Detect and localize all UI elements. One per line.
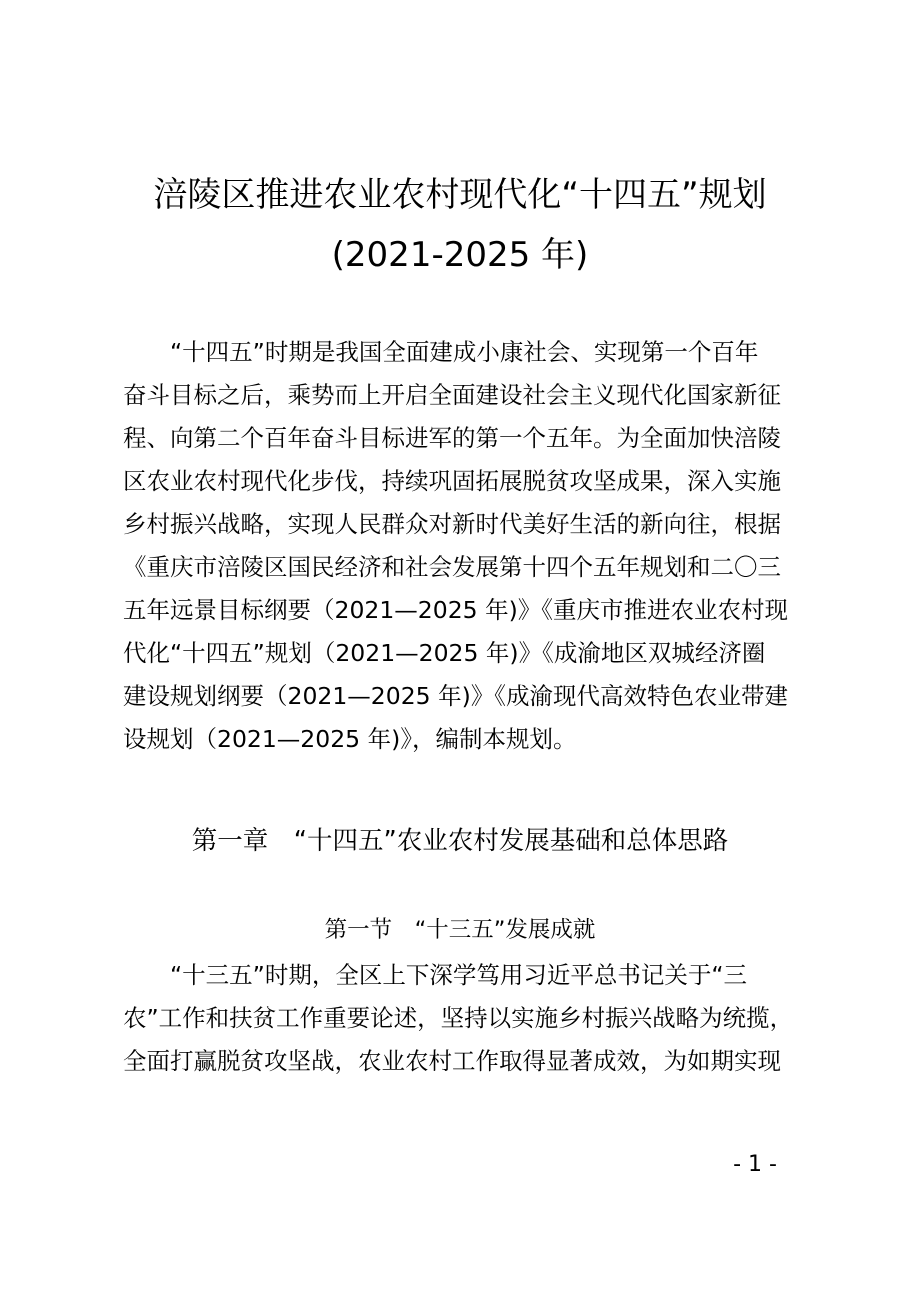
paragraph-line: 建设规划纲要（2021—2025 年)》《成渝现代高效特色农业带建 xyxy=(123,682,788,710)
intro-paragraph xyxy=(123,331,813,761)
paragraph-line: 《重庆市涪陵区国民经济和社会发展第十四个五年规划和二〇三 xyxy=(123,553,781,581)
paragraph-line: 五年远景目标纲要（2021—2025 年)》《重庆市推进农业农村现 xyxy=(123,596,788,624)
document-title: 涪陵区推进农业农村现代化“十四五”规划 xyxy=(153,175,767,215)
paragraph-line: 农”工作和扶贫工作重要论述，坚持以实施乡村振兴战略为统揽， xyxy=(123,1004,794,1032)
paragraph-line: 乡村振兴战略，实现人民群众对新时代美好生活的新向往，根据 xyxy=(123,510,781,538)
paragraph-line: 区农业农村现代化步伐，持续巩固拓展脱贫攻坚成果，深入实施 xyxy=(123,467,781,495)
section-paragraph xyxy=(123,954,813,1083)
paragraph-line: 全面打赢脱贫攻坚战，农业农村工作取得显著成效，为如期实现 xyxy=(123,1047,781,1075)
document-subtitle-years: (2021-2025 年) xyxy=(331,235,589,275)
paragraph-line: 程、向第二个百年奋斗目标进军的第一个五年。为全面加快涪陵 xyxy=(123,424,781,452)
paragraph-line: 代化“十四五”规划（2021—2025 年)》《成渝地区双城经济圈 xyxy=(123,639,766,667)
chapter-heading: 第一章 “十四五”农业农村发展基础和总体思路 xyxy=(191,826,729,856)
paragraph-line: 奋斗目标之后，乘势而上开启全面建设社会主义现代化国家新征 xyxy=(123,381,781,409)
paragraph-line: “十四五”时期是我国全面建成小康社会、实现第一个百年 xyxy=(123,338,759,366)
paragraph-line: 设规划（2021—2025 年)》，编制本规划。 xyxy=(123,725,577,753)
section-heading: 第一节 “十三五”发展成就 xyxy=(324,917,596,943)
page-number: - 1 - xyxy=(733,1152,777,1177)
paragraph-line: “十三五”时期，全区上下深学笃用习近平总书记关于“三 xyxy=(123,961,748,989)
